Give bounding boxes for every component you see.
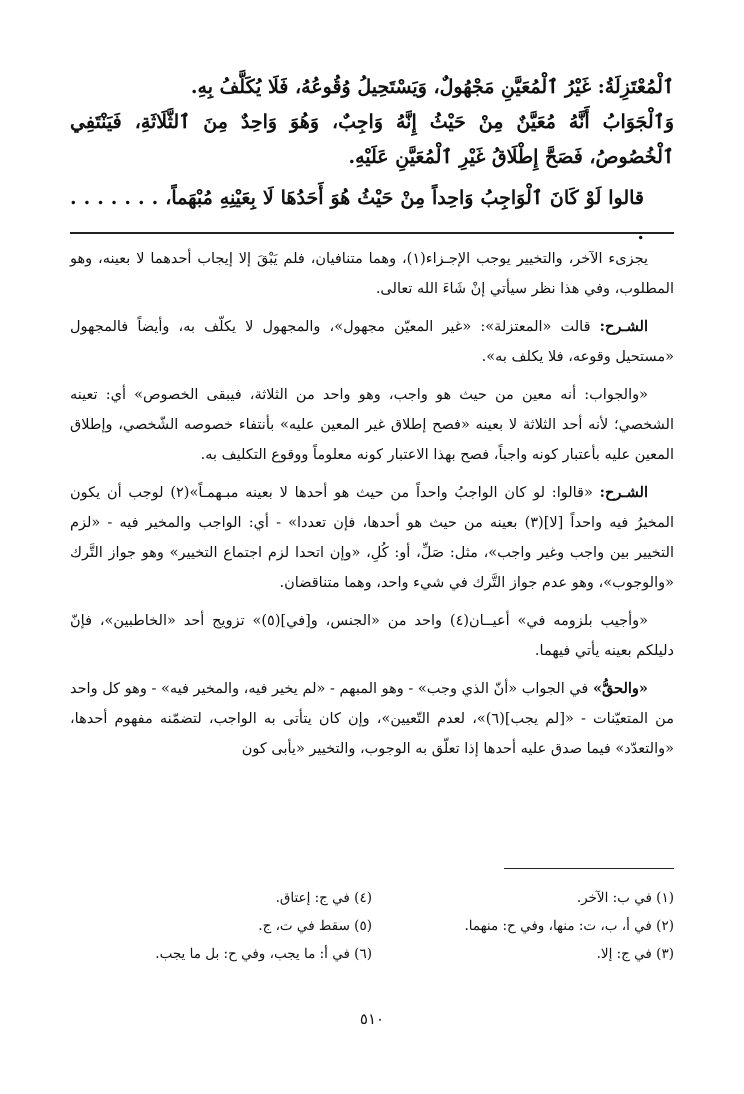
footnote-row	[70, 912, 674, 940]
footnote: (٣) في ج: إلا.	[596, 946, 674, 962]
paragraph: يجزىء الآخر، والتخيير يوجب الإجـزاء(١)، وهما متنافيان، فلم يَبْقَ إلا إيجاب أحدهما لا بعينه، وهو المطلوب، وفي هذا نظر سيأتي إنْ شَاءَ الله تعالى.	[70, 251, 674, 297]
footnotes	[70, 884, 674, 968]
matn-line: ٱلْمُعْتَزِلَةُ: غَيْرُ ٱلْمُعَيَّنِ مَجْهُولٌ، وَيَسْتَحِيلُ وُقُوعُهُ، فَلَا يُكَلَّفُ بِهِ.	[190, 76, 674, 98]
footnote: (٢) في أ، ب، ت: منها، وفي ح: منهما.	[464, 918, 674, 934]
commentary-body	[70, 244, 674, 772]
paragraph	[70, 674, 674, 764]
paragraph: «والجواب: أنه معين من حيث هو واجب، وهو واحد من الثلاثة، فيبقى الخصوص» أي: تعينه الشخصي؛ لأنه أحد الثلاثة لا بعينه «فصح إطلاق غير المعين عليه» بأنتفاء خصوصه الشّخصي، وإطلاق المعين عليه بأعتبار كونه واجباً، فصح بهذا الاعتبار كونه معلوماً ووقوع التكليف به.	[70, 387, 674, 463]
separator-line	[70, 232, 674, 234]
footnote: (٦) في أ: ما يجب، وفي ح: بل ما يجب.	[155, 946, 372, 962]
matn-line: وَٱلْجَوَابُ أَنَّهُ مُعَيَّنٌ مِنْ حَيْثُ إِنَّهُ وَاجِبٌ، وَهُوَ وَاحِدٌ مِنَ ٱلثَّلَاثَةِ، فَيَنْتَفِي ٱلْخُصُوصُ، فَصَحَّ إِطْلَاقُ غَيْرِ ٱلْمُعَيَّنِ عَلَيْهِ.	[70, 111, 674, 168]
footnote: (٥) سقط في ت، ج.	[258, 918, 372, 934]
paragraph: «وأجيب بلزومه في» أعيــان(٤) واحد من «الجنس، و[في](٥)» تزويج أحد «الخاطبين»، فإنّ دليلكم بعينه يأتي فيهما.	[70, 613, 674, 659]
bold-term: «والحقُّ»	[592, 680, 648, 697]
paragraph	[70, 312, 674, 372]
matn-text	[70, 70, 674, 251]
paragraph-text: في الجواب «أنّ الذي وجب» - وهو المبهم - «لم يخير فيه، والمخير فيه» - وهو كل واحد من المتعيّنات - «[لم يجب](٦)»، لعدم التّعيين»، وإن كان يتأتى به الواجب، لتضمّنه مفهوم أحدها، «والتعدّد» فيما صدق عليه أحدها إذا تعلّق به الوجوب، والتخيير «يأبى كون	[69, 681, 674, 757]
page-number: ٥١٠	[359, 1010, 385, 1028]
paragraph-text: قالت «المعتزلة»: «غير المعيّن مجهول»، والمجهول لا يكلّف به، وأيضاً فالمجهول «مستحيل وقوعه، فلا يكلف به».	[70, 319, 674, 365]
footnote-row	[70, 884, 674, 912]
sharh-label: الشـرح:	[599, 484, 648, 501]
footnote: (١) في ب: الآخر.	[576, 890, 674, 906]
matn-line: قالوا لَوْ كَانَ ٱلْوَاجِبُ وَاحِداً مِنْ حَيْثُ هُوَ أَحَدُهَا لَا بِعَيْنِهِ مُبْهَماً، . . . . . . . .	[70, 187, 644, 244]
footnote: (٤) في ج: إعتاق.	[275, 890, 372, 906]
paragraph	[70, 478, 674, 598]
footnote-row	[70, 940, 674, 968]
sharh-label: الشـرح:	[599, 318, 648, 335]
paragraph-text: «قالوا: لو كان الواجبُ واحداً من حيث هو أحدها لا بعينه مبـهمـاً»(٢) لوجب أن يكون المخيرُ فيه واحداً [لا](٣) بعينه من حيث هو أحدها، فإن تعددا» - أي: الواجب والمخير فيه - «لزم التخيير بين واجب وغير واجب»، مثل: صَلِّ، أو: كُلِ، «وإن اتحدا لزم اجتماع التخيير» وهو جواز التَّرك «والوجوب»، وهو عدم جواز التَّرك في شيء واحد، وهما متناقضان.	[70, 485, 674, 591]
footnote-separator	[504, 868, 674, 869]
